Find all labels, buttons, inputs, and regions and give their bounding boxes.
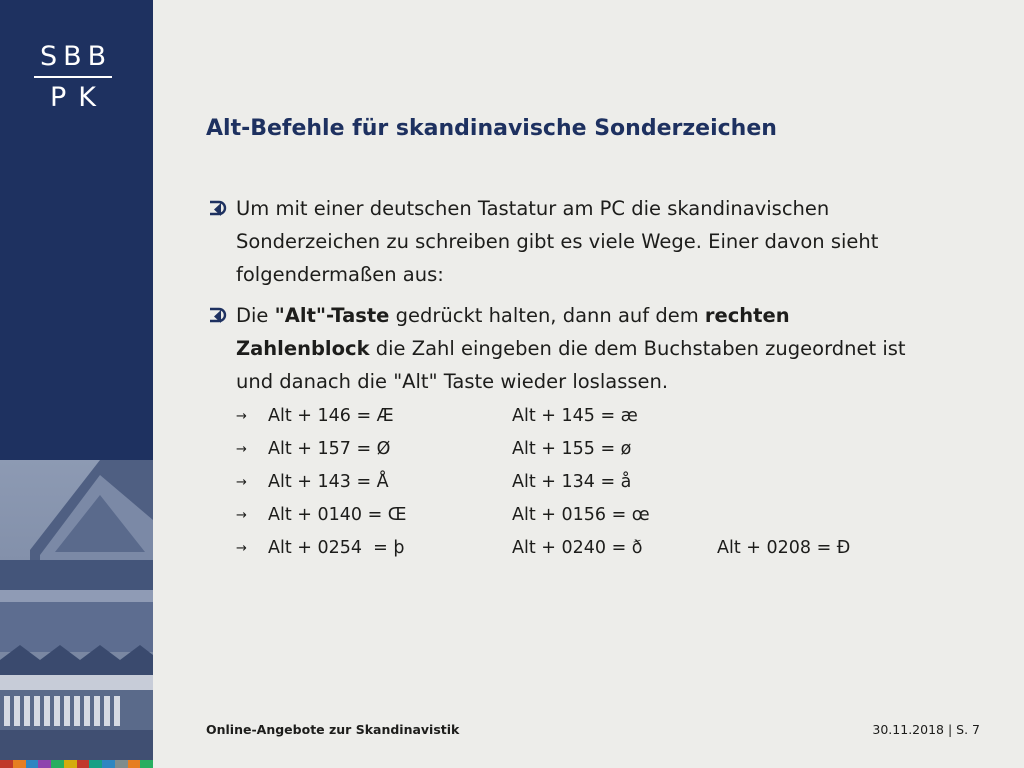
logo-line-2: PK — [50, 81, 108, 113]
logo-line-1: SBB — [40, 41, 113, 72]
alt-code-uppercase: Alt + 143 = Å — [268, 472, 389, 492]
arrow-right-icon: → — [236, 475, 247, 490]
sidebar — [0, 0, 153, 768]
alt-code-lowercase: Alt + 155 = ø — [512, 439, 632, 459]
arrow-right-icon: → — [236, 541, 247, 556]
alt-code-uppercase: Alt + 146 = Æ — [268, 406, 394, 426]
alt-code-uppercase: Alt + 0254 = þ — [268, 538, 405, 558]
alt-code-row — [236, 499, 916, 532]
numpad-emphasis: rechten Zahlenblock — [236, 304, 790, 360]
logo-divider — [34, 76, 112, 78]
alt-code-row — [236, 466, 916, 499]
footer-page-number: S. 7 — [956, 722, 980, 737]
alt-code-row — [236, 400, 916, 433]
curved-arrow-right-icon — [206, 299, 228, 332]
bullet-instructions — [206, 299, 926, 398]
arrow-right-icon: → — [236, 508, 247, 523]
bullet-intro — [206, 192, 926, 291]
building-photo — [0, 460, 153, 760]
alt-code-uppercase: Alt + 0140 = Œ — [268, 505, 407, 525]
color-stripe — [0, 760, 153, 768]
alt-key-emphasis: "Alt"-Taste — [274, 304, 390, 327]
footer-separator: | — [943, 722, 957, 737]
alt-code-extra: Alt + 0208 = Ð — [717, 538, 851, 558]
alt-code-lowercase: Alt + 0240 = ð — [512, 538, 643, 558]
bullet-intro-text: Um mit einer deutschen Tastatur am PC die skandinavischen Sonderzeichen zu schreiben gibt es viele Wege. Einer davon sieht folgendermaßen aus: — [236, 197, 879, 286]
alt-code-lowercase: Alt + 0156 = œ — [512, 505, 650, 525]
curved-arrow-right-icon — [206, 192, 228, 225]
alt-code-lowercase: Alt + 134 = å — [512, 472, 632, 492]
bullet-instructions-text: Die "Alt"-Taste gedrückt halten, dann auf dem rechten Zahlenblock die Zahl eingeben die dem Buchstaben zugeordnet ist und danach die "Alt" Taste wieder loslassen. — [236, 304, 906, 393]
alt-code-lowercase: Alt + 145 = æ — [512, 406, 638, 426]
footer-page-info — [872, 722, 980, 737]
footer-title: Online-Angebote zur Skandinavistik — [206, 722, 460, 737]
sbb-pk-logo — [34, 42, 112, 113]
footer-date: 30.11.2018 — [872, 722, 944, 737]
slide-title: Alt-Befehle für skandinavische Sonderzeichen — [206, 116, 777, 141]
alt-code-uppercase: Alt + 157 = Ø — [268, 439, 391, 459]
arrow-right-icon: → — [236, 409, 247, 424]
alt-code-row — [236, 532, 916, 565]
alt-code-row — [236, 433, 916, 466]
arrow-right-icon: → — [236, 442, 247, 457]
